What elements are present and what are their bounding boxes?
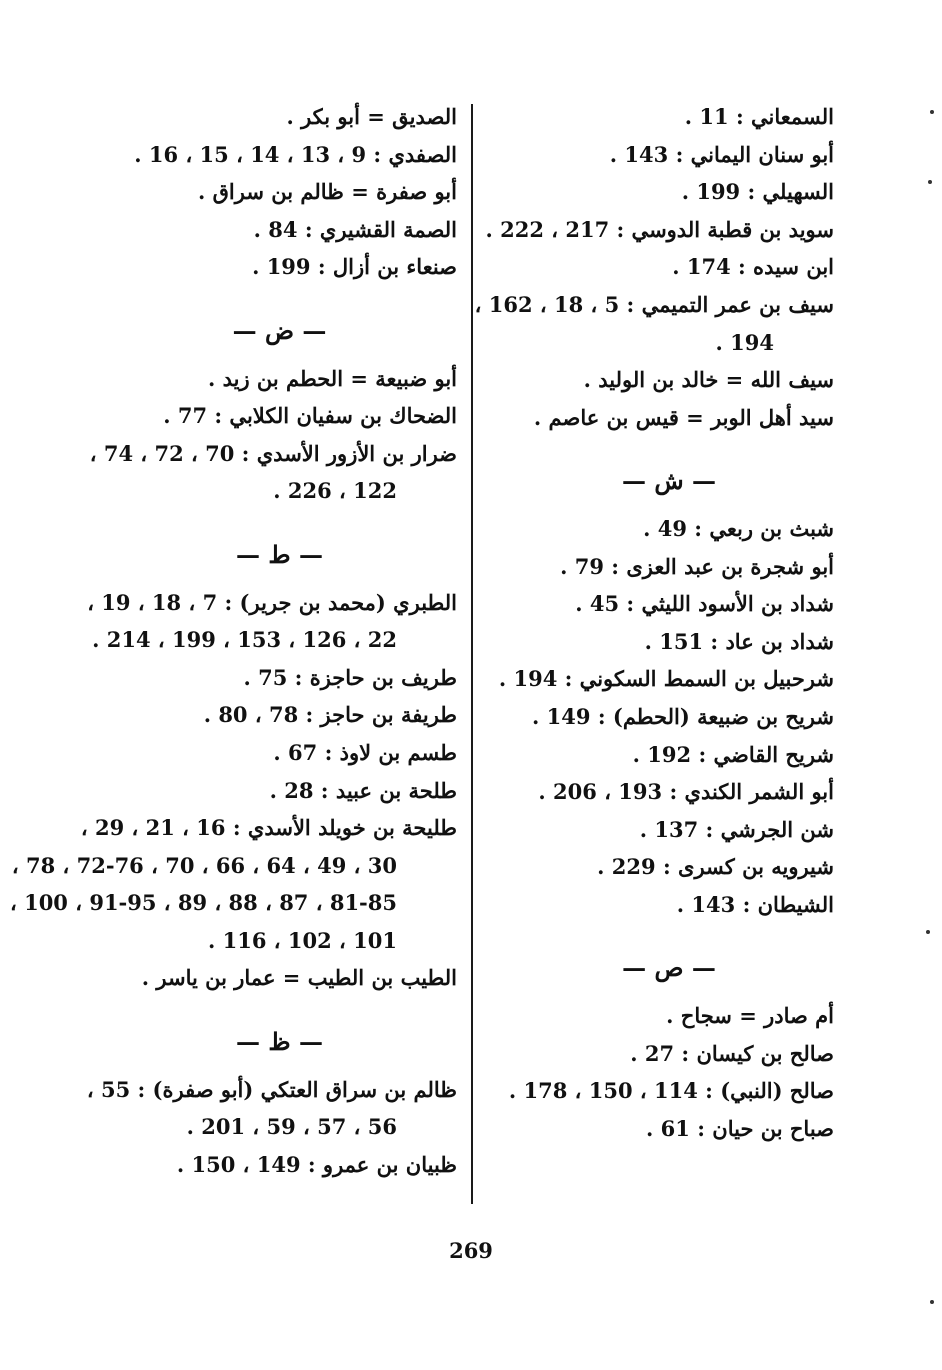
index-entry: الطيب بن الطيب = عمار بن ياسر . (141, 965, 457, 991)
index-entry: أم صادر = سجاح . (666, 1003, 834, 1029)
index-entry-continuation: 122 ، 226 . (273, 478, 397, 504)
index-entry: صنعاء بن أزال : 199 . (252, 254, 457, 280)
index-entry: السهيلي : 199 . (681, 179, 834, 205)
index-entry: ظالم بن سراق العتكي (أبو صفرة) : 55 ، (86, 1076, 457, 1102)
index-entry: شبث بن ربعي : 49 . (643, 515, 834, 541)
index-entry-continuation: 101 ، 102 ، 116 . (208, 927, 397, 953)
index-entry: طريفة بن حاجز : 78 ، 80 . (203, 702, 457, 728)
index-entry-continuation: 81-85 ، 87 ، 88 ، 89 ، 91-95 ، 100 ، (9, 890, 397, 916)
index-entry: الصفدي : 9 ، 13 ، 14 ، 15 ، 16 . (134, 141, 457, 167)
index-entry: الشيطان : 143 . (676, 891, 834, 917)
index-entry-continuation: 22 ، 126 ، 153 ، 199 ، 214 . (92, 627, 397, 653)
index-entry: الضحاك بن سفيان الكلابي : 77 . (163, 403, 457, 429)
index-entry: أبو الشمر الكندي : 193 ، 206 . (538, 779, 834, 805)
index-entry-continuation: 56 ، 57 ، 59 ، 201 . (186, 1114, 397, 1140)
index-entry: سيف بن عمر التميمي : 5 ، 18 ، 162 ، (474, 291, 834, 317)
index-entry-continuation: 30 ، 49 ، 64 ، 66 ، 70 ، 72-76 ، 78 ، (11, 852, 397, 878)
index-entry: أبو سنان اليماني : 143 . (609, 141, 834, 167)
scan-speck (930, 1300, 934, 1304)
index-column-left (9, 98, 457, 1183)
index-entry: صالح بن كيسان : 27 . (630, 1040, 834, 1066)
index-entry: شداد بن الأسود الليثي : 45 . (575, 591, 834, 617)
index-column-right (474, 98, 834, 1147)
index-entry: شن الجرشي : 137 . (639, 816, 834, 842)
index-entry: صالح (النبي) : 114 ، 150 ، 178 . (508, 1078, 834, 1104)
section-heading-za: — ظ — (236, 1027, 323, 1057)
index-entry: طلحة بن عبيد : 28 . (269, 777, 457, 803)
index-entry: السمعاني : 11 . (684, 104, 834, 129)
index-entry: أبو صفرة = ظالم بن سراق . (198, 179, 457, 205)
index-entry: شريح القاضي : 192 . (632, 741, 834, 767)
section-heading-ta: — ط — (236, 539, 323, 569)
scan-speck (928, 180, 932, 184)
index-entry: أبو شجرة بن عبد العزى : 79 . (560, 553, 834, 579)
index-entry: شداد بن عاد : 151 . (644, 628, 834, 654)
index-entry: ظبيان بن عمرو : 149 ، 150 . (176, 1151, 457, 1177)
index-entry: شرحبيل بن السمط السكوني : 194 . (498, 666, 834, 692)
scan-speck (930, 110, 934, 114)
section-heading-shin: — ش — (621, 466, 716, 496)
index-entry: سيد أهل الوبر = قيس بن عاصم . (533, 404, 834, 430)
index-entry: الصديق = أبو بكر . (286, 104, 457, 129)
index-entry: طليحة بن خويلد الأسدي : 16 ، 21 ، 29 ، (80, 815, 457, 841)
index-entry: الطبري (محمد بن جرير) : 7 ، 18 ، 19 ، (87, 589, 457, 615)
index-entry: شريح بن ضبيعة (الحطم) : 149 . (532, 703, 834, 729)
index-entry: شيرويه بن كسرى : 229 . (597, 854, 834, 880)
index-entry: طريف بن حاجزة : 75 . (243, 664, 457, 690)
section-heading-sad: — ص — (622, 953, 716, 983)
index-entry: ضرار بن الأزور الأسدي : 70 ، 72 ، 74 ، (89, 440, 457, 466)
index-entry: أبو ضبيعة = الحطم بن زيد . (207, 365, 457, 391)
column-divider (471, 104, 473, 1204)
index-entry: سيف الله = خالد بن الوليد . (583, 367, 834, 393)
index-entry: ابن سيده : 174 . (672, 254, 834, 280)
index-entry-continuation: 194 . (715, 329, 774, 355)
index-entry: طسم بن لاوذ : 67 . (273, 739, 457, 765)
scan-speck (926, 930, 930, 934)
index-entry: سويد بن قطبة الدوسي : 217 ، 222 . (485, 216, 834, 242)
section-heading-dad: — ض — (232, 315, 327, 345)
page-number: 269 (449, 1238, 493, 1263)
index-entry: الصمة القشيري : 84 . (253, 216, 457, 242)
index-entry: صباح بن حيان : 61 . (646, 1115, 834, 1141)
